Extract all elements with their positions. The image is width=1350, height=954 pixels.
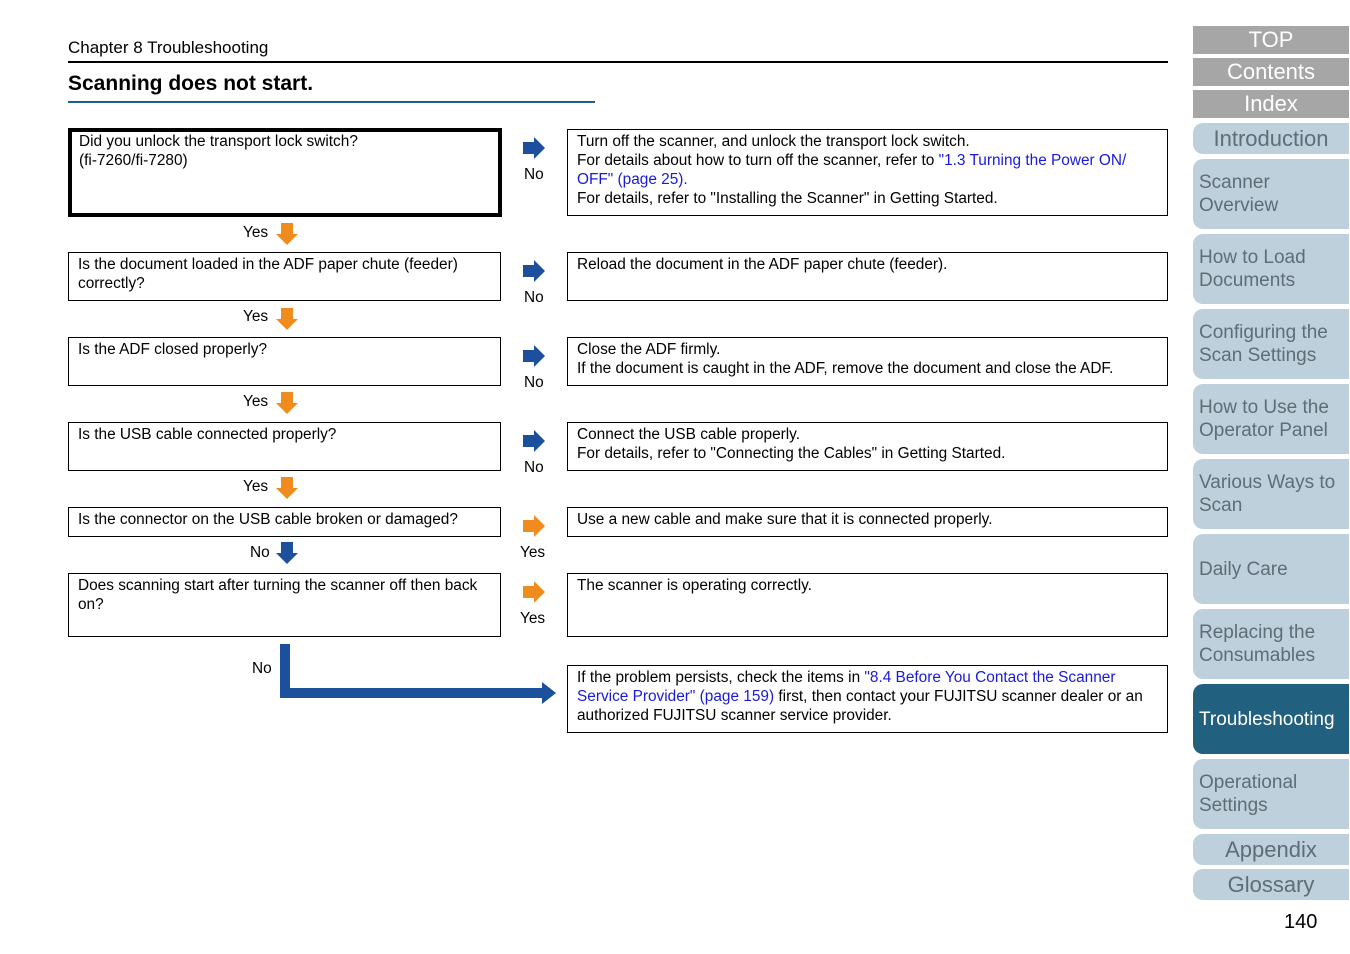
- page-title: Scanning does not start.: [68, 72, 314, 95]
- title-underline: [68, 101, 595, 103]
- yes-label: Yes: [243, 393, 269, 410]
- nav-appendix[interactable]: Appendix: [1193, 834, 1349, 865]
- answer-text: Connect the USB cable properly.: [577, 426, 800, 443]
- header-rule: [68, 61, 1168, 63]
- answer-text: Use a new cable and make sure that it is connected properly.: [577, 511, 993, 528]
- contact-provider-link[interactable]: "8.4 Before You Contact the Scanner Service Provider" (page 159): [577, 669, 1116, 705]
- answer-box-usb-connected: [567, 422, 1168, 471]
- nav-glossary[interactable]: Glossary: [1193, 869, 1349, 900]
- answer-text: Close the ADF firmly.: [577, 341, 721, 358]
- yes-label: Yes: [243, 224, 269, 241]
- answer-text: For details, refer to "Installing the Scanner" in Getting Started.: [577, 190, 998, 207]
- right-arrow-icon: [523, 515, 545, 537]
- answer-box-restart: [567, 573, 1168, 637]
- nav-operator-panel[interactable]: How to Use the Operator Panel: [1193, 384, 1349, 454]
- question-text: Is the USB cable connected properly?: [78, 426, 337, 443]
- question-box-usb-connected: [68, 422, 501, 471]
- nav-troubleshooting[interactable]: Troubleshooting: [1193, 684, 1349, 754]
- right-arrow-icon: [523, 137, 545, 159]
- yes-label: Yes: [243, 308, 269, 325]
- yes-label: Yes: [520, 610, 546, 627]
- question-text: Is the connector on the USB cable broken or damaged?: [78, 511, 458, 528]
- question-text: Is the ADF closed properly?: [78, 341, 268, 358]
- answer-text: Turn off the scanner, and unlock the transport lock switch.: [577, 133, 970, 150]
- answer-text: Reload the document in the ADF paper chute (feeder).: [577, 256, 948, 273]
- page-number: 140: [1284, 911, 1318, 933]
- no-label: No: [524, 374, 544, 391]
- final-contact-box: If the problem persists, check the items in "8.4 Before You Contact the Scanner Service Provider" (page 159) first, then contact your FUJITSU scanner dealer or an authorized FUJITSU scanner service provider.: [567, 665, 1168, 733]
- yes-label: Yes: [520, 544, 546, 561]
- nav-how-to-load-documents[interactable]: How to Load Documents: [1193, 234, 1349, 304]
- question-box-transport-lock: [68, 128, 502, 217]
- answer-text: For details, refer to "Connecting the Cables" in Getting Started.: [577, 445, 1006, 462]
- no-label: No: [250, 544, 270, 561]
- down-arrow-icon: [276, 308, 298, 330]
- down-arrow-icon: [276, 392, 298, 414]
- question-box-restart: [68, 573, 501, 637]
- nav-configuring-scan-settings[interactable]: Configuring the Scan Settings: [1193, 309, 1349, 379]
- question-box-adf-loaded: [68, 252, 501, 301]
- nav-operational-settings[interactable]: Operational Settings: [1193, 759, 1349, 829]
- answer-box-transport-lock: [567, 129, 1168, 216]
- answer-text: The scanner is operating correctly.: [577, 577, 812, 594]
- chapter-label: Chapter 8 Troubleshooting: [68, 38, 269, 57]
- nav-introduction[interactable]: Introduction: [1193, 123, 1349, 154]
- elbow-arrow-icon: [278, 644, 558, 706]
- nav-contents-button[interactable]: Contents: [1193, 58, 1349, 86]
- answer-box-adf-closed: [567, 337, 1168, 386]
- answer-box-usb-damaged: [567, 507, 1168, 537]
- yes-label: Yes: [243, 478, 269, 495]
- down-arrow-icon: [276, 542, 298, 564]
- no-label: No: [524, 166, 544, 183]
- answer-text-with-link: For details about how to turn off the scanner, refer to "1.3 Turning the Power ON/ OFF" (page 25).: [577, 152, 1127, 188]
- down-arrow-icon: [276, 223, 298, 245]
- right-arrow-icon: [523, 430, 545, 452]
- right-arrow-icon: [523, 345, 545, 367]
- question-subtext: (fi-7260/fi-7280): [79, 152, 188, 169]
- no-label: No: [252, 660, 272, 677]
- question-text: Does scanning start after turning the scanner off then back on?: [78, 577, 478, 613]
- nav-top-button[interactable]: TOP: [1193, 26, 1349, 54]
- nav-index-button[interactable]: Index: [1193, 90, 1349, 118]
- answer-box-adf-loaded: [567, 252, 1168, 301]
- nav-scanner-overview[interactable]: Scanner Overview: [1193, 159, 1349, 229]
- right-arrow-icon: [523, 260, 545, 282]
- down-arrow-icon: [276, 477, 298, 499]
- answer-text: If the document is caught in the ADF, remove the document and close the ADF.: [577, 360, 1114, 377]
- power-link[interactable]: "1.3 Turning the Power ON/ OFF" (page 25): [577, 152, 1127, 188]
- nav-various-ways-to-scan[interactable]: Various Ways to Scan: [1193, 459, 1349, 529]
- question-box-usb-damaged: [68, 507, 501, 537]
- no-label: No: [524, 289, 544, 306]
- nav-daily-care[interactable]: Daily Care: [1193, 534, 1349, 604]
- right-arrow-icon: [523, 581, 545, 603]
- no-label: No: [524, 459, 544, 476]
- question-box-adf-closed: [68, 337, 501, 386]
- question-text: Is the document loaded in the ADF paper chute (feeder) correctly?: [78, 256, 458, 292]
- nav-replacing-consumables[interactable]: Replacing the Consumables: [1193, 609, 1349, 679]
- question-text: Did you unlock the transport lock switch?: [79, 133, 358, 150]
